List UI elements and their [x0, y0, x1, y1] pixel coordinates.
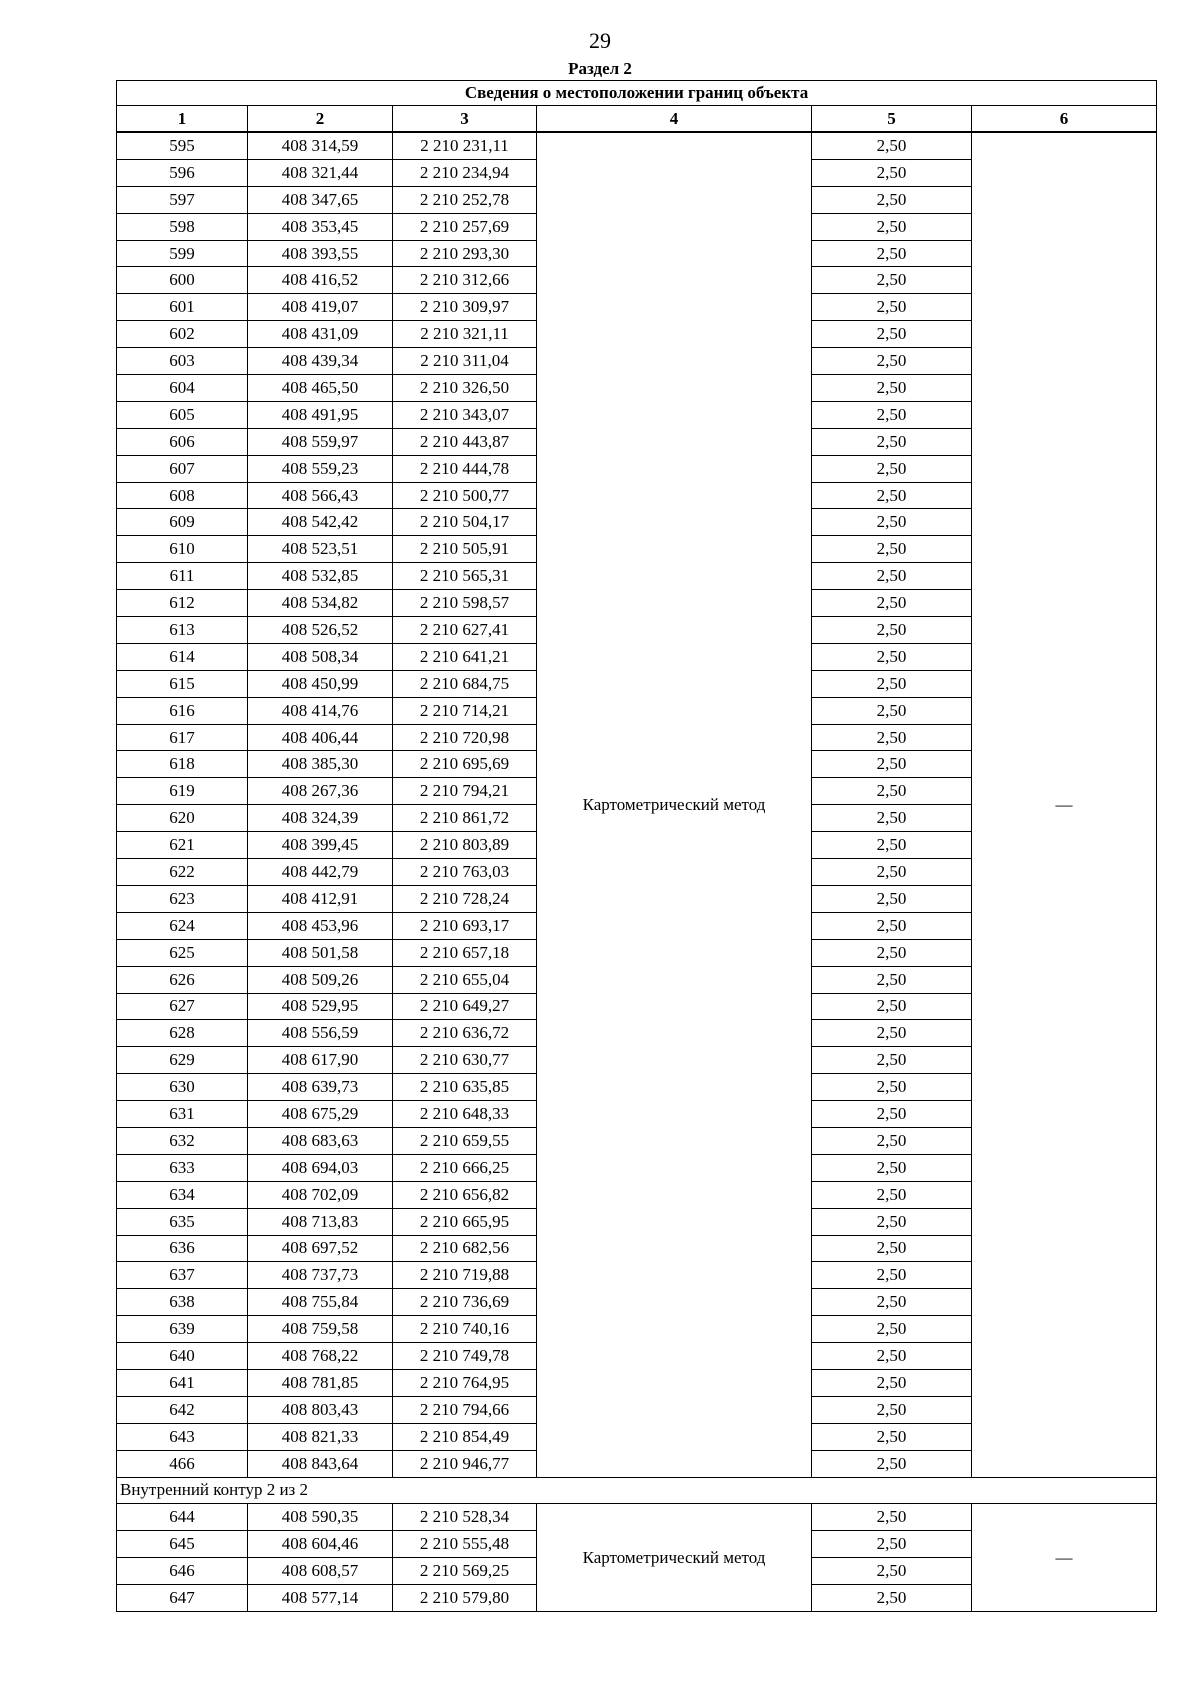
coordinate-x: 408 534,82: [248, 590, 393, 617]
point-number: 597: [117, 186, 248, 213]
point-number: 610: [117, 536, 248, 563]
coordinate-x: 408 577,14: [248, 1585, 393, 1612]
point-number: 621: [117, 832, 248, 859]
coordinate-x: 408 532,85: [248, 563, 393, 590]
accuracy-value: 2,50: [812, 1396, 972, 1423]
accuracy-value: 2,50: [812, 321, 972, 348]
point-number: 605: [117, 401, 248, 428]
accuracy-value: 2,50: [812, 1343, 972, 1370]
accuracy-value: 2,50: [812, 1208, 972, 1235]
coordinate-y: 2 210 740,16: [393, 1316, 537, 1343]
coordinate-x: 408 639,73: [248, 1074, 393, 1101]
point-number: 635: [117, 1208, 248, 1235]
point-number: 613: [117, 617, 248, 644]
coordinate-x: 408 526,52: [248, 617, 393, 644]
coordinate-x: 408 419,07: [248, 294, 393, 321]
point-number: 611: [117, 563, 248, 590]
point-number: 601: [117, 294, 248, 321]
coordinate-x: 408 713,83: [248, 1208, 393, 1235]
coordinate-x: 408 314,59: [248, 132, 393, 159]
coordinate-x: 408 324,39: [248, 805, 393, 832]
contour-label-row: [117, 1477, 1157, 1504]
coordinate-y: 2 210 565,31: [393, 563, 537, 590]
accuracy-value: 2,50: [812, 186, 972, 213]
coordinate-y: 2 210 444,78: [393, 455, 537, 482]
coordinate-x: 408 843,64: [248, 1450, 393, 1477]
accuracy-value: 2,50: [812, 1289, 972, 1316]
coordinate-x: 408 416,52: [248, 267, 393, 294]
coordinate-x: 408 509,26: [248, 966, 393, 993]
coordinate-y: 2 210 736,69: [393, 1289, 537, 1316]
point-number: 644: [117, 1504, 248, 1531]
point-number: 612: [117, 590, 248, 617]
coordinate-x: 408 267,36: [248, 778, 393, 805]
accuracy-value: 2,50: [812, 885, 972, 912]
coordinate-y: 2 210 659,55: [393, 1127, 537, 1154]
point-number: 642: [117, 1396, 248, 1423]
point-number: 638: [117, 1289, 248, 1316]
coordinate-y: 2 210 326,50: [393, 375, 537, 402]
coordinate-y: 2 210 443,87: [393, 428, 537, 455]
coordinate-y: 2 210 321,11: [393, 321, 537, 348]
table-caption: Сведения о местоположении границ объекта: [117, 81, 1157, 106]
table-row: [117, 132, 1157, 159]
coordinate-y: 2 210 720,98: [393, 724, 537, 751]
coordinate-x: 408 559,23: [248, 455, 393, 482]
accuracy-value: 2,50: [812, 670, 972, 697]
point-number: 617: [117, 724, 248, 751]
coordinate-y: 2 210 627,41: [393, 617, 537, 644]
coordinate-x: 408 442,79: [248, 859, 393, 886]
coordinate-y: 2 210 528,34: [393, 1504, 537, 1531]
point-number: 614: [117, 643, 248, 670]
accuracy-value: 2,50: [812, 240, 972, 267]
point-number: 628: [117, 1020, 248, 1047]
point-number: 602: [117, 321, 248, 348]
accuracy-value: 2,50: [812, 159, 972, 186]
point-number: 604: [117, 375, 248, 402]
coordinate-x: 408 501,58: [248, 939, 393, 966]
point-number: 609: [117, 509, 248, 536]
coordinate-y: 2 210 343,07: [393, 401, 537, 428]
coordinate-y: 2 210 630,77: [393, 1047, 537, 1074]
coordinate-x: 408 608,57: [248, 1558, 393, 1585]
column-header: 2: [248, 106, 393, 133]
coordinate-y: 2 210 728,24: [393, 885, 537, 912]
column-header: 4: [537, 106, 812, 133]
coordinate-y: 2 210 309,97: [393, 294, 537, 321]
coordinate-x: 408 347,65: [248, 186, 393, 213]
point-number: 622: [117, 859, 248, 886]
coordinate-y: 2 210 695,69: [393, 751, 537, 778]
accuracy-value: 2,50: [812, 1504, 972, 1531]
accuracy-value: 2,50: [812, 859, 972, 886]
coordinate-x: 408 683,63: [248, 1127, 393, 1154]
coordinate-x: 408 399,45: [248, 832, 393, 859]
coordinate-y: 2 210 861,72: [393, 805, 537, 832]
coordinate-x: 408 465,50: [248, 375, 393, 402]
coordinate-y: 2 210 854,49: [393, 1423, 537, 1450]
coordinate-x: 408 431,09: [248, 321, 393, 348]
coordinate-y: 2 210 598,57: [393, 590, 537, 617]
accuracy-value: 2,50: [812, 428, 972, 455]
coordinate-y: 2 210 719,88: [393, 1262, 537, 1289]
accuracy-value: 2,50: [812, 1235, 972, 1262]
method-cell: Картометрический метод: [537, 132, 812, 1477]
coordinate-y: 2 210 505,91: [393, 536, 537, 563]
coordinate-x: 408 385,30: [248, 751, 393, 778]
point-number: 599: [117, 240, 248, 267]
coordinate-y: 2 210 764,95: [393, 1369, 537, 1396]
coordinate-x: 408 803,43: [248, 1396, 393, 1423]
coordinate-x: 408 737,73: [248, 1262, 393, 1289]
coordinate-y: 2 210 682,56: [393, 1235, 537, 1262]
point-number: 637: [117, 1262, 248, 1289]
coordinate-y: 2 210 794,66: [393, 1396, 537, 1423]
point-number: 625: [117, 939, 248, 966]
accuracy-value: 2,50: [812, 724, 972, 751]
table-caption-row: [117, 81, 1157, 106]
coordinate-x: 408 617,90: [248, 1047, 393, 1074]
coordinate-x: 408 321,44: [248, 159, 393, 186]
point-number: 619: [117, 778, 248, 805]
accuracy-value: 2,50: [812, 213, 972, 240]
point-number: 646: [117, 1558, 248, 1585]
coordinate-x: 408 821,33: [248, 1423, 393, 1450]
accuracy-value: 2,50: [812, 1585, 972, 1612]
point-number: 631: [117, 1101, 248, 1128]
coordinate-y: 2 210 311,04: [393, 348, 537, 375]
accuracy-value: 2,50: [812, 832, 972, 859]
coordinate-y: 2 210 649,27: [393, 993, 537, 1020]
point-number: 633: [117, 1154, 248, 1181]
accuracy-value: 2,50: [812, 1262, 972, 1289]
coordinate-y: 2 210 657,18: [393, 939, 537, 966]
coordinate-y: 2 210 293,30: [393, 240, 537, 267]
accuracy-value: 2,50: [812, 509, 972, 536]
coordinate-x: 408 566,43: [248, 482, 393, 509]
point-number: 620: [117, 805, 248, 832]
coordinate-x: 408 414,76: [248, 697, 393, 724]
point-number: 629: [117, 1047, 248, 1074]
accuracy-value: 2,50: [812, 1181, 972, 1208]
accuracy-value: 2,50: [812, 1020, 972, 1047]
point-number: 596: [117, 159, 248, 186]
coordinate-x: 408 559,97: [248, 428, 393, 455]
coordinate-x: 408 412,91: [248, 885, 393, 912]
coordinate-y: 2 210 579,80: [393, 1585, 537, 1612]
coordinate-y: 2 210 693,17: [393, 912, 537, 939]
table-header-row: [117, 106, 1157, 133]
coordinate-x: 408 508,34: [248, 643, 393, 670]
point-number: 595: [117, 132, 248, 159]
accuracy-value: 2,50: [812, 401, 972, 428]
coordinate-y: 2 210 257,69: [393, 213, 537, 240]
point-number: 606: [117, 428, 248, 455]
table-row: [117, 1504, 1157, 1531]
coordinate-y: 2 210 665,95: [393, 1208, 537, 1235]
accuracy-value: 2,50: [812, 1074, 972, 1101]
coordinate-x: 408 702,09: [248, 1181, 393, 1208]
method-cell: Картометрический метод: [537, 1504, 812, 1612]
accuracy-value: 2,50: [812, 1127, 972, 1154]
table-body: [117, 81, 1157, 1612]
coordinate-y: 2 210 666,25: [393, 1154, 537, 1181]
accuracy-value: 2,50: [812, 563, 972, 590]
column-6-cell: —: [972, 1504, 1157, 1612]
accuracy-value: 2,50: [812, 1154, 972, 1181]
point-number: 626: [117, 966, 248, 993]
accuracy-value: 2,50: [812, 993, 972, 1020]
point-number: 627: [117, 993, 248, 1020]
column-header: 1: [117, 106, 248, 133]
point-number: 623: [117, 885, 248, 912]
coordinate-y: 2 210 636,72: [393, 1020, 537, 1047]
coordinate-y: 2 210 656,82: [393, 1181, 537, 1208]
coordinate-y: 2 210 569,25: [393, 1558, 537, 1585]
coordinate-x: 408 781,85: [248, 1369, 393, 1396]
section-title: Раздел 2: [568, 59, 632, 78]
point-number: 641: [117, 1369, 248, 1396]
point-number: 466: [117, 1450, 248, 1477]
accuracy-value: 2,50: [812, 294, 972, 321]
point-number: 607: [117, 455, 248, 482]
accuracy-value: 2,50: [812, 617, 972, 644]
accuracy-value: 2,50: [812, 966, 972, 993]
coordinate-y: 2 210 655,04: [393, 966, 537, 993]
coordinate-x: 408 353,45: [248, 213, 393, 240]
point-number: 603: [117, 348, 248, 375]
point-number: 636: [117, 1235, 248, 1262]
coordinate-x: 408 556,59: [248, 1020, 393, 1047]
coordinate-x: 408 768,22: [248, 1343, 393, 1370]
coordinate-x: 408 590,35: [248, 1504, 393, 1531]
point-number: 608: [117, 482, 248, 509]
point-number: 640: [117, 1343, 248, 1370]
coordinate-y: 2 210 684,75: [393, 670, 537, 697]
coordinate-x: 408 450,99: [248, 670, 393, 697]
coordinate-x: 408 439,34: [248, 348, 393, 375]
accuracy-value: 2,50: [812, 348, 972, 375]
accuracy-value: 2,50: [812, 805, 972, 832]
coordinate-x: 408 694,03: [248, 1154, 393, 1181]
coordinate-y: 2 210 312,66: [393, 267, 537, 294]
point-number: 630: [117, 1074, 248, 1101]
accuracy-value: 2,50: [812, 455, 972, 482]
coordinate-y: 2 210 252,78: [393, 186, 537, 213]
point-number: 615: [117, 670, 248, 697]
accuracy-value: 2,50: [812, 912, 972, 939]
coordinate-y: 2 210 803,89: [393, 832, 537, 859]
coordinate-x: 408 755,84: [248, 1289, 393, 1316]
coordinate-y: 2 210 234,94: [393, 159, 537, 186]
coordinate-x: 408 604,46: [248, 1531, 393, 1558]
column-6-cell: —: [972, 132, 1157, 1477]
accuracy-value: 2,50: [812, 1531, 972, 1558]
accuracy-value: 2,50: [812, 590, 972, 617]
accuracy-value: 2,50: [812, 1316, 972, 1343]
column-header: 5: [812, 106, 972, 133]
accuracy-value: 2,50: [812, 536, 972, 563]
accuracy-value: 2,50: [812, 697, 972, 724]
coordinate-x: 408 406,44: [248, 724, 393, 751]
point-number: 632: [117, 1127, 248, 1154]
accuracy-value: 2,50: [812, 1101, 972, 1128]
accuracy-value: 2,50: [812, 939, 972, 966]
coordinate-y: 2 210 504,17: [393, 509, 537, 536]
accuracy-value: 2,50: [812, 1423, 972, 1450]
point-number: 634: [117, 1181, 248, 1208]
coordinate-x: 408 491,95: [248, 401, 393, 428]
coordinate-x: 408 393,55: [248, 240, 393, 267]
coordinate-y: 2 210 749,78: [393, 1343, 537, 1370]
coordinate-y: 2 210 641,21: [393, 643, 537, 670]
point-number: 643: [117, 1423, 248, 1450]
coordinate-y: 2 210 648,33: [393, 1101, 537, 1128]
coordinate-x: 408 759,58: [248, 1316, 393, 1343]
accuracy-value: 2,50: [812, 482, 972, 509]
accuracy-value: 2,50: [812, 132, 972, 159]
contour-label: Внутренний контур 2 из 2: [117, 1477, 1157, 1504]
coordinate-y: 2 210 635,85: [393, 1074, 537, 1101]
column-header: 6: [972, 106, 1157, 133]
coordinate-x: 408 697,52: [248, 1235, 393, 1262]
point-number: 647: [117, 1585, 248, 1612]
coordinate-x: 408 675,29: [248, 1101, 393, 1128]
coordinate-y: 2 210 763,03: [393, 859, 537, 886]
coordinate-x: 408 529,95: [248, 993, 393, 1020]
coordinate-y: 2 210 231,11: [393, 132, 537, 159]
coordinate-y: 2 210 794,21: [393, 778, 537, 805]
coordinate-y: 2 210 714,21: [393, 697, 537, 724]
accuracy-value: 2,50: [812, 778, 972, 805]
accuracy-value: 2,50: [812, 375, 972, 402]
coordinate-x: 408 523,51: [248, 536, 393, 563]
column-header: 3: [393, 106, 537, 133]
point-number: 600: [117, 267, 248, 294]
point-number: 639: [117, 1316, 248, 1343]
accuracy-value: 2,50: [812, 751, 972, 778]
accuracy-value: 2,50: [812, 267, 972, 294]
coordinate-x: 408 542,42: [248, 509, 393, 536]
coordinate-y: 2 210 500,77: [393, 482, 537, 509]
accuracy-value: 2,50: [812, 643, 972, 670]
point-number: 624: [117, 912, 248, 939]
page-number: 29: [589, 28, 611, 53]
accuracy-value: 2,50: [812, 1450, 972, 1477]
coordinate-y: 2 210 946,77: [393, 1450, 537, 1477]
point-number: 618: [117, 751, 248, 778]
accuracy-value: 2,50: [812, 1047, 972, 1074]
accuracy-value: 2,50: [812, 1369, 972, 1396]
point-number: 645: [117, 1531, 248, 1558]
coordinate-x: 408 453,96: [248, 912, 393, 939]
coordinate-y: 2 210 555,48: [393, 1531, 537, 1558]
accuracy-value: 2,50: [812, 1558, 972, 1585]
boundary-table: [116, 80, 1157, 1612]
point-number: 616: [117, 697, 248, 724]
point-number: 598: [117, 213, 248, 240]
